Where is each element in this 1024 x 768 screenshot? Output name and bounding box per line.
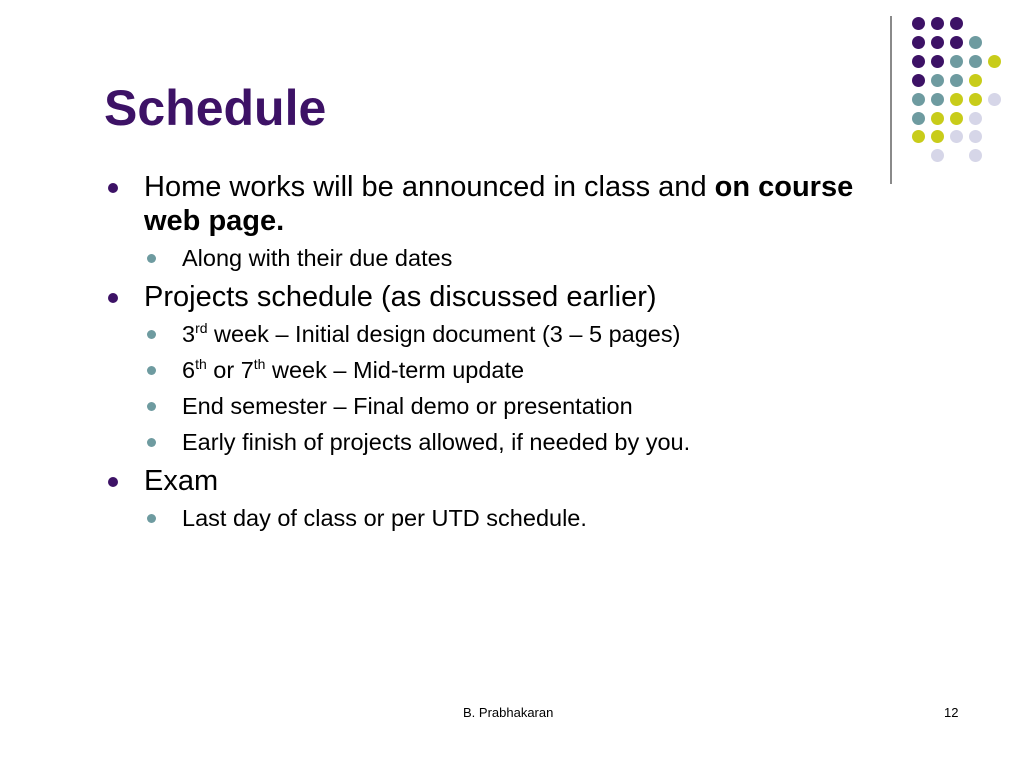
bullet-text: Home works will be announced in class and [144,171,715,203]
sub-bullet-text: End semester – Final demo or presentation [182,393,633,419]
sub-bullet-text: Early finish of projects allowed, if needed by you. [182,429,691,455]
decor-dot [950,17,963,30]
decor-dot [931,36,944,49]
sub-bullet-dot [147,330,156,339]
slide-body [104,170,904,540]
sub-bullet-week-3 [104,320,904,349]
decor-dot [912,112,925,125]
decor-dot [912,55,925,68]
sub-bullet-dot [147,438,156,447]
sub-bullet-text: Along with their due dates [182,245,453,271]
ordinal-suffix: rd [195,320,208,336]
decor-dot [950,36,963,49]
bullet-homework [104,170,904,238]
bullet-projects [104,280,904,314]
sub-bullet-dot [147,402,156,411]
decor-dot [931,149,944,162]
sub-bullet-end-semester [104,392,904,421]
sub-bullet-text: week – Mid-term update [265,357,525,383]
decor-dot [969,55,982,68]
bullet-dot [108,293,118,303]
decor-dot [950,93,963,106]
decor-dot [969,149,982,162]
ordinal-suffix: th [195,356,207,372]
ordinal-number: 6 [182,357,196,383]
decor-dot [950,55,963,68]
bullet-text: Exam [144,465,219,497]
sub-bullet-dot [147,514,156,523]
decor-dot [912,130,925,143]
bullet-exam [104,464,904,498]
decor-dot [931,55,944,68]
sub-bullet-week-6-7 [104,356,904,385]
sub-bullet-early-finish [104,428,904,457]
ordinal-suffix: th [253,356,266,372]
decor-dot [969,74,982,87]
sub-bullet-last-day [104,504,904,533]
sub-bullet-text: or 7 [206,357,254,383]
decor-dot [931,17,944,30]
decorative-divider-line [890,16,892,184]
decor-dot [988,93,1001,106]
decor-dot [931,74,944,87]
decor-dot [950,112,963,125]
decor-dot [931,130,944,143]
sub-bullet-text: week – Initial design document (3 – 5 pages) [207,321,681,347]
slide-number: 12 [944,705,959,720]
decor-dot [912,74,925,87]
decor-dot [969,112,982,125]
bullet-bold-text: on course web page. [144,171,854,237]
decor-dot [912,17,925,30]
sub-bullet-due-dates [104,244,904,273]
bullet-dot [108,183,118,193]
slide-title: Schedule [104,80,327,136]
decor-dot [950,74,963,87]
footer-author: B. Prabhakaran [463,705,554,720]
sub-bullet-dot [147,254,156,263]
decor-dot [931,93,944,106]
sub-bullet-text: Last day of class or per UTD schedule. [182,505,587,531]
ordinal-number: 3 [182,321,196,347]
decor-dot [969,36,982,49]
decor-dot [988,55,1001,68]
bullet-dot [108,477,118,487]
decor-dot [950,130,963,143]
decor-dot [969,130,982,143]
decor-dot [912,36,925,49]
decor-dot [969,93,982,106]
sub-bullet-dot [147,366,156,375]
bullet-text: Projects schedule (as discussed earlier) [144,281,657,313]
decor-dot [912,93,925,106]
decor-dot [931,112,944,125]
